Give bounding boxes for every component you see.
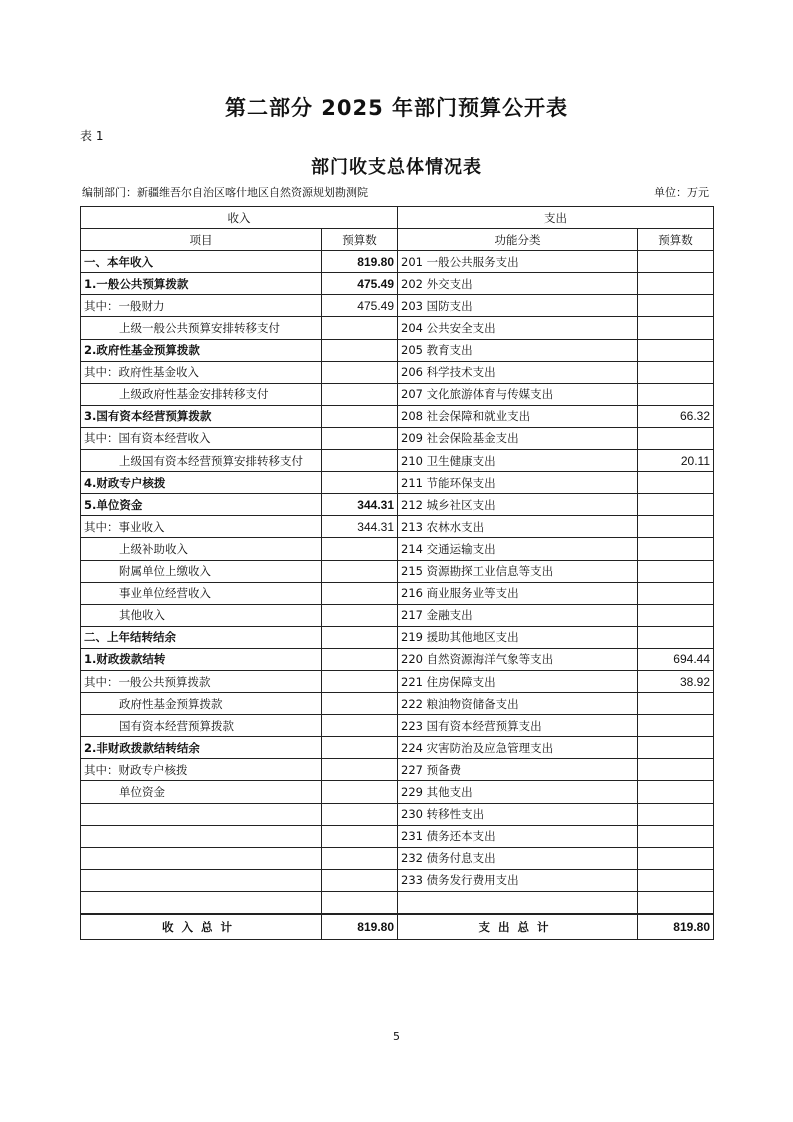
table-row bbox=[81, 693, 714, 715]
function-category-cell: 216 商业服务业等支出 bbox=[398, 582, 638, 604]
function-category-cell: 227 预备费 bbox=[398, 759, 638, 781]
expense-budget-cell bbox=[638, 825, 714, 847]
income-budget-cell bbox=[322, 383, 398, 405]
expense-budget-cell bbox=[638, 737, 714, 759]
table-row bbox=[81, 295, 714, 317]
income-budget-cell bbox=[322, 891, 398, 914]
income-item-cell bbox=[81, 825, 322, 847]
function-category-cell: 222 粮油物资储备支出 bbox=[398, 693, 638, 715]
income-item-cell: 附属单位上缴收入 bbox=[81, 560, 322, 582]
expense-budget-cell bbox=[638, 427, 714, 449]
total-row bbox=[81, 914, 714, 940]
compiling-department: 编制部门：新疆维吾尔自治区喀什地区自然资源规划勘测院 bbox=[82, 186, 368, 199]
function-category-cell bbox=[398, 891, 638, 914]
expense-budget-cell bbox=[638, 693, 714, 715]
expense-budget-cell bbox=[638, 759, 714, 781]
function-category-cell: 212 城乡社区支出 bbox=[398, 494, 638, 516]
table-row bbox=[81, 361, 714, 383]
income-budget-cell: 344.31 bbox=[322, 494, 398, 516]
income-budget-cell bbox=[322, 339, 398, 361]
income-item-cell: 5.单位资金 bbox=[81, 494, 322, 516]
table-row bbox=[81, 273, 714, 295]
expense-budget-cell: 694.44 bbox=[638, 648, 714, 670]
income-section-header: 收入 bbox=[81, 207, 398, 229]
income-item-cell bbox=[81, 869, 322, 891]
expense-budget-cell bbox=[638, 626, 714, 648]
expense-budget-cell bbox=[638, 891, 714, 914]
income-item-cell: 一、本年收入 bbox=[81, 251, 322, 273]
table-row bbox=[81, 494, 714, 516]
income-budget-cell: 344.31 bbox=[322, 516, 398, 538]
table-row bbox=[81, 803, 714, 825]
table-row bbox=[81, 582, 714, 604]
income-budget-column-header: 预算数 bbox=[322, 229, 398, 251]
table-row bbox=[81, 869, 714, 891]
income-budget-cell bbox=[322, 626, 398, 648]
income-item-cell bbox=[81, 803, 322, 825]
function-category-cell: 214 交通运输支出 bbox=[398, 538, 638, 560]
function-category-cell: 217 金融支出 bbox=[398, 604, 638, 626]
page-number: 5 bbox=[393, 1030, 400, 1043]
income-total-label: 收入总计 bbox=[81, 914, 322, 940]
expense-budget-cell: 20.11 bbox=[638, 450, 714, 472]
expense-budget-cell bbox=[638, 582, 714, 604]
income-budget-cell bbox=[322, 560, 398, 582]
income-budget-cell bbox=[322, 759, 398, 781]
function-category-cell: 201 一般公共服务支出 bbox=[398, 251, 638, 273]
table-row bbox=[81, 648, 714, 670]
expense-budget-cell bbox=[638, 361, 714, 383]
budget-table bbox=[80, 206, 714, 940]
expense-budget-cell: 66.32 bbox=[638, 405, 714, 427]
function-category-cell: 209 社会保险基金支出 bbox=[398, 427, 638, 449]
income-item-cell: 上级补助收入 bbox=[81, 538, 322, 560]
income-item-cell: 上级一般公共预算安排转移支付 bbox=[81, 317, 322, 339]
income-budget-cell: 475.49 bbox=[322, 295, 398, 317]
function-column-header: 功能分类 bbox=[398, 229, 638, 251]
income-budget-cell bbox=[322, 670, 398, 692]
function-category-cell: 211 节能环保支出 bbox=[398, 472, 638, 494]
income-budget-cell: 475.49 bbox=[322, 273, 398, 295]
function-category-cell: 223 国有资本经营预算支出 bbox=[398, 715, 638, 737]
table-row bbox=[81, 626, 714, 648]
income-budget-cell bbox=[322, 737, 398, 759]
expense-budget-cell bbox=[638, 803, 714, 825]
table-row bbox=[81, 737, 714, 759]
income-budget-cell bbox=[322, 869, 398, 891]
function-category-cell: 210 卫生健康支出 bbox=[398, 450, 638, 472]
expense-budget-cell bbox=[638, 295, 714, 317]
section-header-row bbox=[81, 207, 714, 229]
income-budget-cell bbox=[322, 693, 398, 715]
expense-budget-cell bbox=[638, 339, 714, 361]
function-category-cell: 224 灾害防治及应急管理支出 bbox=[398, 737, 638, 759]
function-category-cell: 232 债务付息支出 bbox=[398, 847, 638, 869]
income-budget-cell bbox=[322, 361, 398, 383]
expense-budget-cell bbox=[638, 847, 714, 869]
income-budget-cell bbox=[322, 582, 398, 604]
table-row bbox=[81, 891, 714, 914]
income-item-cell: 政府性基金预算拨款 bbox=[81, 693, 322, 715]
table-row bbox=[81, 405, 714, 427]
table-row bbox=[81, 759, 714, 781]
function-category-cell: 220 自然资源海洋气象等支出 bbox=[398, 648, 638, 670]
expense-section-header: 支出 bbox=[398, 207, 714, 229]
income-item-cell: 其中：国有资本经营收入 bbox=[81, 427, 322, 449]
expense-budget-cell: 38.92 bbox=[638, 670, 714, 692]
income-budget-cell bbox=[322, 847, 398, 869]
table-row bbox=[81, 427, 714, 449]
table-row bbox=[81, 472, 714, 494]
income-budget-cell bbox=[322, 604, 398, 626]
function-category-cell: 206 科学技术支出 bbox=[398, 361, 638, 383]
expense-total-value: 819.80 bbox=[638, 914, 714, 940]
expense-budget-cell bbox=[638, 383, 714, 405]
income-budget-cell bbox=[322, 803, 398, 825]
table-row bbox=[81, 251, 714, 273]
expense-budget-cell bbox=[638, 251, 714, 273]
income-budget-cell bbox=[322, 427, 398, 449]
income-item-cell: 国有资本经营预算拨款 bbox=[81, 715, 322, 737]
function-category-cell: 215 资源勘探工业信息等支出 bbox=[398, 560, 638, 582]
function-category-cell: 208 社会保障和就业支出 bbox=[398, 405, 638, 427]
function-category-cell: 203 国防支出 bbox=[398, 295, 638, 317]
income-budget-cell bbox=[322, 472, 398, 494]
expense-budget-cell bbox=[638, 472, 714, 494]
income-budget-cell bbox=[322, 317, 398, 339]
income-item-cell: 其中：事业收入 bbox=[81, 516, 322, 538]
table-row bbox=[81, 670, 714, 692]
table-row bbox=[81, 847, 714, 869]
expense-budget-cell bbox=[638, 317, 714, 339]
table-number: 表 1 bbox=[80, 129, 104, 143]
income-item-cell: 其中：财政专户核拨 bbox=[81, 759, 322, 781]
function-category-cell: 230 转移性支出 bbox=[398, 803, 638, 825]
expense-budget-column-header: 预算数 bbox=[638, 229, 714, 251]
expense-total-label: 支出总计 bbox=[398, 914, 638, 940]
income-item-cell: 2.非财政拨款结转结余 bbox=[81, 737, 322, 759]
table-row bbox=[81, 339, 714, 361]
income-item-cell: 单位资金 bbox=[81, 781, 322, 803]
expense-budget-cell bbox=[638, 516, 714, 538]
page-title: 第二部分 2025 年部门预算公开表 bbox=[224, 96, 569, 120]
income-total-value: 819.80 bbox=[322, 914, 398, 940]
column-header-row bbox=[81, 229, 714, 251]
item-column-header: 项目 bbox=[81, 229, 322, 251]
table-row bbox=[81, 825, 714, 847]
income-budget-cell bbox=[322, 538, 398, 560]
income-item-cell: 4.财政专户核拨 bbox=[81, 472, 322, 494]
income-item-cell: 2.政府性基金预算拨款 bbox=[81, 339, 322, 361]
expense-budget-cell bbox=[638, 273, 714, 295]
table-row bbox=[81, 450, 714, 472]
expense-budget-cell bbox=[638, 494, 714, 516]
income-item-cell: 其中：一般公共预算拨款 bbox=[81, 670, 322, 692]
expense-budget-cell bbox=[638, 781, 714, 803]
income-item-cell bbox=[81, 891, 322, 914]
income-budget-cell bbox=[322, 648, 398, 670]
expense-budget-cell bbox=[638, 715, 714, 737]
function-category-cell: 221 住房保障支出 bbox=[398, 670, 638, 692]
function-category-cell: 205 教育支出 bbox=[398, 339, 638, 361]
function-category-cell: 231 债务还本支出 bbox=[398, 825, 638, 847]
income-item-cell: 其他收入 bbox=[81, 604, 322, 626]
function-category-cell: 219 援助其他地区支出 bbox=[398, 626, 638, 648]
income-item-cell bbox=[81, 847, 322, 869]
expense-budget-cell bbox=[638, 538, 714, 560]
income-item-cell: 上级政府性基金安排转移支付 bbox=[81, 383, 322, 405]
table-row bbox=[81, 317, 714, 339]
function-category-cell: 207 文化旅游体育与传媒支出 bbox=[398, 383, 638, 405]
function-category-cell: 213 农林水支出 bbox=[398, 516, 638, 538]
table-row bbox=[81, 516, 714, 538]
income-budget-cell bbox=[322, 450, 398, 472]
income-budget-cell bbox=[322, 405, 398, 427]
table-title: 部门收支总体情况表 bbox=[311, 157, 482, 178]
expense-budget-cell bbox=[638, 604, 714, 626]
income-budget-cell bbox=[322, 825, 398, 847]
table-row bbox=[81, 604, 714, 626]
income-budget-cell bbox=[322, 715, 398, 737]
table-row bbox=[81, 383, 714, 405]
table-row bbox=[81, 781, 714, 803]
income-item-cell: 1.财政拨款结转 bbox=[81, 648, 322, 670]
income-item-cell: 事业单位经营收入 bbox=[81, 582, 322, 604]
function-category-cell: 229 其他支出 bbox=[398, 781, 638, 803]
income-budget-cell bbox=[322, 781, 398, 803]
unit-label: 单位：万元 bbox=[654, 186, 709, 199]
income-item-cell: 其中：政府性基金收入 bbox=[81, 361, 322, 383]
income-item-cell: 其中：一般财力 bbox=[81, 295, 322, 317]
income-item-cell: 1.一般公共预算拨款 bbox=[81, 273, 322, 295]
income-item-cell: 上级国有资本经营预算安排转移支付 bbox=[81, 450, 322, 472]
table-row bbox=[81, 538, 714, 560]
income-item-cell: 二、上年结转结余 bbox=[81, 626, 322, 648]
table-row bbox=[81, 560, 714, 582]
income-item-cell: 3.国有资本经营预算拨款 bbox=[81, 405, 322, 427]
expense-budget-cell bbox=[638, 869, 714, 891]
function-category-cell: 202 外交支出 bbox=[398, 273, 638, 295]
function-category-cell: 233 债务发行费用支出 bbox=[398, 869, 638, 891]
function-category-cell: 204 公共安全支出 bbox=[398, 317, 638, 339]
expense-budget-cell bbox=[638, 560, 714, 582]
table-row bbox=[81, 715, 714, 737]
income-budget-cell: 819.80 bbox=[322, 251, 398, 273]
